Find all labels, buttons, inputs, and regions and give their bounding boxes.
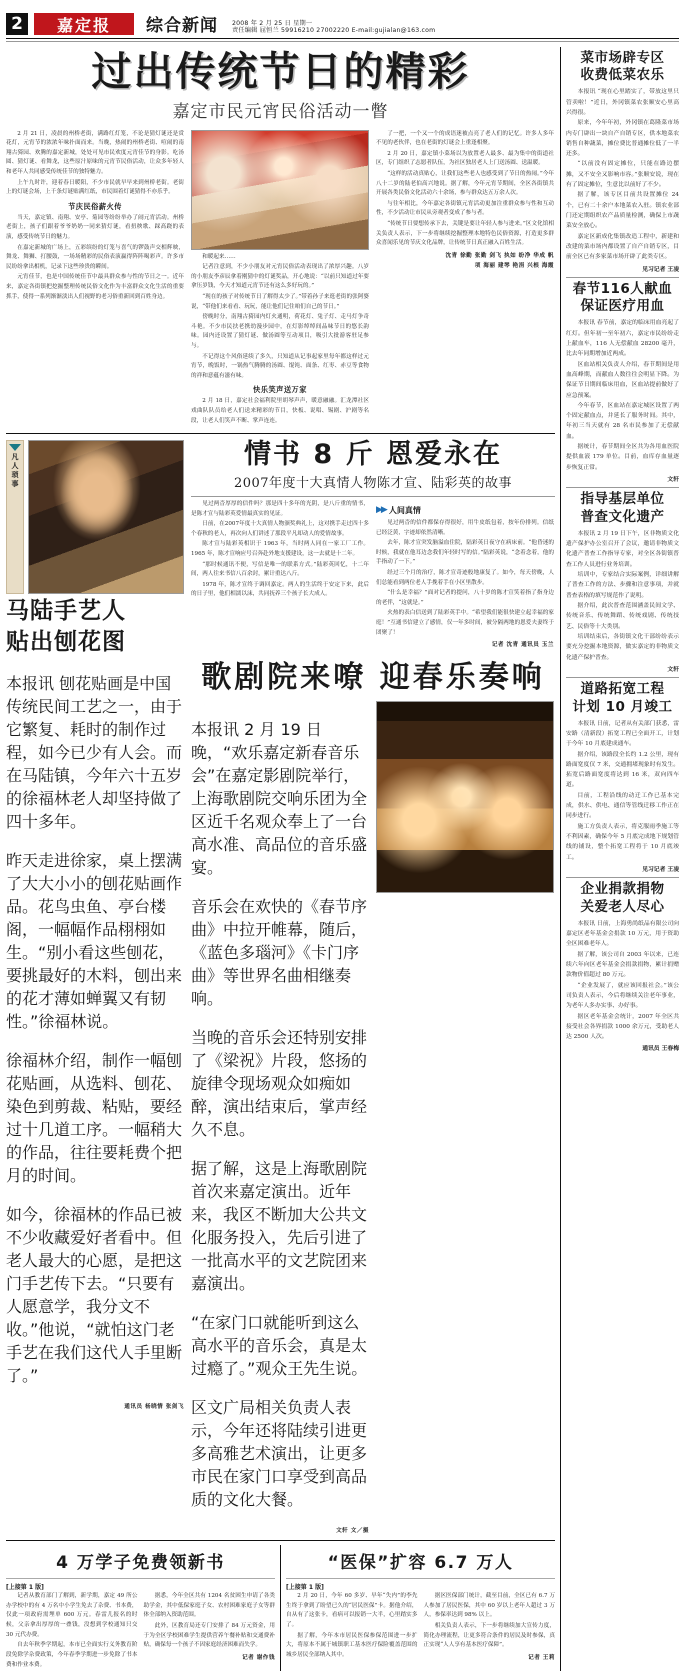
sidebar-article-market — [566, 50, 679, 273]
paragraph: 本报讯 2 月 19 日晚，“欢乐嘉定新春音乐会”在嘉定影剧院举行，上海歌剧院交响乐团为全区近千名观众奉上了一台高水准、高品位的音乐盛宴。 — [191, 717, 369, 878]
paragraph: 据统计，春节期间全区共为各用血医院提供血液 179 单位。目前，血库存血量逐步恢复正常。 — [566, 442, 679, 473]
paragraph: 2 月 21 日，凌晨的州桥老街，满路红灯笼，不论是猜灯谜还是赏花灯，元宵节的浓浓年味扑面而来。当晚，热闹的州桥老街、喧闹的南翔古猗园、欢腾的嘉定新城，处处可见市民欢度元宵佳节的身影。吃汤圆、猜灯谜、看舞龙，这些原汁原味的元宵节民俗活动，让众多年轻人和老年人共同感受传统佳节的独特魅力。 — [6, 130, 184, 178]
paragraph: 陈才宣与陆彩英相识于 1963 年，当时两人同在一家工厂工作。1965 年，陈才宣响应号召奔赴外地支援建设，这一去就是十二年。 — [191, 540, 369, 559]
donation-headline-line2: 关爱老人尽心 — [566, 899, 679, 916]
insurance-column-1 — [286, 1592, 418, 1661]
byline: 通讯员 王春梅 — [566, 1043, 679, 1052]
column-tag-ordinary-life — [6, 440, 24, 594]
paragraph: 今年春节，区血站在嘉定城区设置了两个固定献血点，并延长了服务时间。其中，年初三当天就有 28 名市民参加了无偿献血。 — [566, 401, 679, 442]
lead-headline-block — [6, 47, 555, 122]
divider — [191, 496, 555, 497]
free-textbooks-headline: 4 万学子免费领新书 — [6, 1545, 275, 1578]
paragraph: 目前，工程沿线的动迁工作已基本完成，供水、供电、通信等管线迁移工作正在同步进行。 — [566, 791, 679, 822]
sidebar-article-heritage-survey — [566, 491, 679, 673]
paragraph: 记者注意到，不少小朋友对元宵民俗活动表现出了浓厚兴趣。八岁的小朋友李彦辰拿着刚猜中的灯谜奖品，开心地说：“以前只知道过年要拿压岁钱，今天才知道元宵节还有这么多好玩的。” — [191, 263, 369, 292]
subheading: 节庆民俗薪火传 — [6, 202, 184, 212]
masthead — [6, 0, 679, 35]
byline-secondary: 项 海丽 建琴 艳涓 兴根 海霞 — [376, 261, 554, 269]
paragraph: 据区医保部门统计，截至目前，全区已有 6.7 万人参加了居民医保，其中 60 岁以上老年人超过 3 万人，参保率达到 98% 以上。 — [424, 1592, 556, 1621]
paragraph: 经过三个月的治疗，陈才宣奇迹般地康复了。如今，每天傍晚，人们总能看到两位老人手挽着手在小区里散步。 — [376, 569, 554, 588]
opera-block — [191, 701, 555, 1534]
craftsman-photo-row — [6, 440, 184, 594]
lead-article-columns — [6, 130, 555, 428]
blood-headline-line1: 春节116人献血 — [566, 281, 679, 298]
divider — [566, 677, 679, 678]
continuation-note: [上接第 1 版] — [6, 1582, 275, 1591]
paragraph: 2 月 18 日，嘉定社会福利院里胡琴声声，暖意融融。汇龙潭社区戏曲队队员给老人们送来精彩的节目，快板、说唱、锡剧、沪剧等名段，让老人们笑声不断、掌声连连。 — [191, 397, 369, 426]
masthead-rule — [6, 38, 679, 39]
paragraph: 如今，徐福林的作品已被不少收藏爱好者看中。但老人最大的心愿，是把这门手艺传下去。“只要有人愿意学，我分文不收。”他说，“就怕这门老手艺在我们这代人手里断了。” — [6, 1202, 184, 1386]
paragraph: 元宵佳节，也是中国传统佳节中最具群众参与性的节日之一。近年来，嘉定各街镇把挖掘整理传统民俗文化作为丰富群众文化生活的重要抓手，使得一系列渐渐淡出人们视野的老习俗重新回到百姓身边。 — [6, 273, 184, 302]
paragraph: 记者从教育部门了解到，新学期，嘉定 49 所公办学校中的有 4 万名中小学生免去了杂费、书本费，仅此一项政府需埋单 600 万元。春雷儿报名的时候，父亲拿出厚厚的一叠钱，没想到学校通知只交 30 元代办费。 — [6, 1592, 138, 1640]
blood-headline-line2: 保证医疗用血 — [566, 298, 679, 315]
paragraph: 徐福林介绍，制作一幅刨花贴画，从选料、刨花、染色到剪裁、粘贴，要经过十几道工序。一幅稍大的作品，往往要耗费个把月的时间。 — [6, 1048, 184, 1186]
paragraph: 昨天走进徐家，桌上摆满了大大小小的刨花贴画作品。花鸟虫鱼、亭台楼阁，一幅幅作品栩栩如生。“别小看这些刨花，要挑最好的木料，刨出来的花才薄如蝉翼又有韧性。”徐福林说。 — [6, 848, 184, 1032]
lead-headline: 过出传统节日的精彩 — [6, 51, 555, 93]
road-headline-line1: 道路拓宽工程 — [566, 681, 679, 698]
paragraph: 当晚的音乐会还特别安排了《梁祝》片段，悠扬的旋律令现场观众如痴如醉，演出结束后，掌声经久不息。 — [191, 1025, 369, 1140]
bottom-articles — [6, 1545, 555, 1671]
paragraph: 据了解，该专区目前共设置摊位 24 个，已有二十余户本地菜农入驻。镇农业部门还定期组织农产品质量检测，确保上市蔬菜安全放心。 — [566, 190, 679, 231]
section-divider — [6, 433, 555, 434]
donation-headline-line1: 企业捐款捐物 — [566, 881, 679, 898]
paragraph: 此外，区教育局还专门安排了 84 万元资金，用于为全区学校困难学生提供营养午餐补贴和交通费补贴，确保每一个孩子不因家庭经济困难而失学。 — [144, 1622, 276, 1651]
paragraph: 据了解，该公司自 2003 年以来，已连续六年向区老年基金会捐款捐物，累计捐赠款物价值超过 80 万元。 — [566, 950, 679, 981]
opera-orchestra-photo — [376, 701, 554, 893]
paragraph: “什么是幸福？”面对记者的提问，八十岁的陈才宣笑着指了指身边的老伴，“这就是。” — [376, 589, 554, 608]
paragraph: “传统节日要想传承下去，关键是要让年轻人参与进来。”区文化馆相关负责人表示，下一步将继续挖掘整理本地特色民俗资源，打造更多群众喜闻乐见的节庆文化品牌，让传统节日真正融入百姓生活。 — [376, 220, 554, 249]
article-craftsman — [6, 440, 184, 1534]
triangle-icon — [9, 444, 21, 451]
textbooks-column-2 — [144, 1592, 276, 1671]
paragraph: 日前，在2007年度十大真情人物颁奖典礼上，这对携手走过四十多个春秋的老人，再次向人们讲述了那段平凡却动人的爱情故事。 — [191, 520, 369, 539]
paragraph: 本报讯 春节前，嘉定的临床用血亮起了红灯。但年初一至年初六，嘉定市民纷纷走上献血车，116 人无偿献血 28200 毫升，比去年同期增加近两成。 — [566, 318, 679, 359]
medical-insurance-headline: “医保”扩容 6.7 万人 — [286, 1545, 555, 1578]
heritage-headline-line1: 指导基层单位 — [566, 491, 679, 508]
love-story-column-2 — [376, 500, 554, 648]
continuation-note: [上接第 1 版] — [286, 1582, 555, 1591]
paragraph: “这样的活动真贴心，让我们这些老人也感受到了节日的热闹。”今年八十二岁的陆老伯高兴地说。据了解，今年元宵节期间，全区各街镇共开展各类民俗文化活动六十余场，参与群众达五万余人次。 — [376, 170, 554, 199]
byline: 见习记者 王凌 — [566, 864, 679, 873]
paragraph: “企业发展了，就应该回报社会。”该公司负责人表示，今后将继续关注老年事业，为老年人多办实事、办好事。 — [566, 981, 679, 1012]
column-tag-true-feelings — [376, 505, 421, 516]
paragraph: 自去年秋季学期起，本市已全面实行义务教育阶段免除学杂费政策，今年春季学期进一步免除了书本费和作业本费。 — [6, 1641, 138, 1670]
column-tag-label: 人间真情 — [389, 505, 421, 516]
sidebar-article-blood-donation — [566, 281, 679, 483]
paragraph: 和暖起来…… — [191, 253, 369, 263]
column-rule — [560, 47, 561, 1671]
paragraph: 区血站相关负责人介绍，春节期间是用血高峰期，而献血人数往往会明显下降。为保证节日期间临床用血，区血站提前做好了应急预案。 — [566, 360, 679, 401]
paragraph: 傍晚时分，南翔古猗园内灯火通明，荷花灯、兔子灯、走马灯争奇斗艳。不少市民扶老携幼漫步园中，在灯影绰绰间品味节日的悠长韵味。园内还设置了猜灯谜、做汤圆等互动项目，吸引大批游客驻足参与。 — [191, 313, 369, 351]
craftsman-headline-line2: 贴出刨花图 — [6, 629, 184, 655]
byline: 文轩 — [566, 474, 679, 483]
paragraph: 去年，陈才宣突发脑溢血住院，陆彩英日夜守在病床前。“他昏迷的时候，我就在他耳边念我们年轻时写的信。”陆彩英说，“念着念着，他的手指动了一下。” — [376, 539, 554, 568]
paragraph: 在嘉定新城的广场上，五彩缤纷的灯笼与喜气的锣鼓声交相辉映，舞龙、舞狮、打腰鼓，一场场精彩的民俗表演赢得阵阵喝彩声。许多市民纷纷拿出相机，记录下这些珍贵的瞬间。 — [6, 244, 184, 273]
double-arrow-icon: ▶▶ — [376, 505, 386, 515]
paragraph: 据了解，今年本市居民医保参保范围进一步扩大，将原本不属于城镇职工基本医疗保险覆盖范围的城乡居民全部纳入其中。 — [286, 1632, 418, 1661]
paragraph: 原来，今年年初，外冈镇在葛隆菜市场内专门辟出一块自产自销专区，供本地菜农销售自种蔬菜，摊位费比普通摊位低了一半还多。 — [566, 118, 679, 159]
paragraph: 本报讯 刨花贴画是中国传统民间工艺之一，由于它繁复、耗时的制作过程，如今已少有人会。而在马陆镇，今年六十五岁的徐福林老人却坚持做了四十多年。 — [6, 671, 184, 832]
paragraph: 火热的表白信送到了陆彩英手中。“希望我们能很快建立起幸福的家庭！”互通书信建立了感情，仅一年多时间，被分隔两地的恩爱夫妻终于团聚了！ — [376, 609, 554, 638]
section-title: 综合新闻 — [146, 11, 218, 36]
byline: 文轩 — [566, 664, 679, 673]
vertical-divider — [280, 1545, 281, 1671]
heritage-headline-line2: 普查文化遗产 — [566, 509, 679, 526]
article-love-story — [191, 440, 555, 1534]
byline: 沈青 徐勤 张勤 剑飞 执如 纷净 华成 帆 — [376, 251, 554, 259]
byline: 见习记者 王凌 — [566, 264, 679, 273]
editor-contact: 责任编辑 屈恒兰 59916210 27002220 E-mail:gujialan@163.com — [232, 27, 435, 35]
paragraph: 2 月 20 日，今年 60 多岁、早年“失内”的李先生终于拿到了盼望已久的“居民医保”卡。据他介绍，自从有了这张卡，看病可以报销一大半，心里踏实多了。 — [286, 1592, 418, 1630]
lead-column-2 — [191, 130, 369, 428]
article-free-textbooks — [6, 1545, 275, 1671]
lead-column-3 — [376, 130, 554, 428]
market-headline-line1: 菜市场辟专区 — [566, 50, 679, 67]
craftsman-headline-line1: 马陆手艺人 — [6, 598, 184, 624]
paragraph: 见过两沓厚厚的信件吗？那是四十多年的光阴，是八斤重的情书，是陈才宣与陆彩英爱情最真实的见证。 — [191, 500, 369, 519]
craftsman-portrait-photo — [28, 440, 184, 594]
bottom-divider — [6, 1540, 555, 1541]
column-tag-label: 凡人琐事 — [10, 453, 20, 489]
sidebar-article-road-widening — [566, 681, 679, 873]
paragraph: 本报讯 日前，记者从有关部门获悉，雷安路（清新段）拓宽工程已全面开工，计划于今年 10 月底建成通车。 — [566, 719, 679, 750]
byline: 记者 王莉 — [424, 1653, 556, 1661]
paragraph: 当天，嘉定镇、南翔、安亭、菊园等纷纷举办了闹元宵活动。州桥老街上，孩子们跟着爷爷奶奶一同来猜灯谜，看扭秧歌、踩高跷的表演，感受传统节日的魅力。 — [6, 214, 184, 243]
paragraph: “那时候通讯不便，写信是唯一的联系方式。”陆彩英回忆，十二年间，两人往来书信八百余封，累计重达八斤。 — [191, 561, 369, 580]
newspaper-nameplate: 嘉定报 — [34, 13, 134, 35]
masthead-meta — [232, 20, 435, 36]
main-content-zone — [6, 47, 555, 1671]
paragraph: 施工方负责人表示，将克服雨季施工等不利因素，确保今年 5 月底完成地下规划管线的铺设，整个拓宽工程将于 10 月底竣工。 — [566, 822, 679, 863]
paragraph: 1978 年，陈才宣终于调回嘉定。两人的生活终于安定下来，此后的日子里，他们相濡以沫，共同抚养三个孩子长大成人。 — [191, 581, 369, 600]
paragraph: 本报讯 2 月 19 日下午，区非物质文化遗产保护办公室召开了会议，邀请非物质文化遗产普查工作指导专家，对全区各街镇普查工作人员进行业务培训。 — [566, 529, 679, 570]
paragraph: 据介绍，此次普查范围涵盖民间文学、传统音乐、传统舞蹈、传统戏剧、传统技艺、民俗等十大类别。 — [566, 601, 679, 632]
market-headline-line2: 收费低菜农乐 — [566, 67, 679, 84]
paragraph: 培训中，专家结合实际案例，详细讲解了普查工作的方法、步骤和注意事项，并就普查表格的填写规范作了说明。 — [566, 570, 679, 601]
road-headline-line2: 计划 10 月竣工 — [566, 699, 679, 716]
sidebar-column — [566, 47, 679, 1671]
paragraph: “现在的孩子对传统节日了解得太少了。”带着孙子来逛老街的张阿婆说，“带他们来看看、玩玩，能让他们记住咱们自己的节日。” — [191, 293, 369, 312]
divider — [566, 877, 679, 878]
paragraph: “在家门口就能听到这么高水平的音乐会，真是太过瘾了。”观众王先生说。 — [191, 1310, 369, 1379]
subheading: 快乐笑声送万家 — [191, 385, 369, 395]
opera-text-column — [191, 701, 369, 1534]
paragraph: 据区老年基金会统计，2007 年全区共接受社会各界捐款 1000 余万元，受助老人达 2500 人次。 — [566, 1012, 679, 1043]
feature-row — [6, 440, 555, 1534]
paragraph: 与往年相比，今年嘉定各街镇元宵活动更加注重群众参与性和互动性，不少活动让市民从旁观者变成了参与者。 — [376, 200, 554, 219]
publication-date: 2008 年 2 月 25 日 星期一 — [232, 20, 435, 28]
paragraph: “以前没有固定摊位，只能在路边摆摊，又不安全又影响市容。”张顺安说，现在有了固定摊位，生意比以前好了不少。 — [566, 159, 679, 190]
love-story-subheadline: 2007年度十大真情人物陈才宣、陆彩英的故事 — [191, 472, 555, 491]
paragraph: 2 月 20 日，嘉定镇小菜场以为放置老人最多、最为集中的街道社区，专门组织了志愿者队伍，为社区独居老人上门送汤圆、送温暖。 — [376, 150, 554, 169]
paragraph: 不记得这个风俗延续了多久，只知道从记事起家里每年都这样过元宵节，晚饭时，一锅热气腾腾的汤圆、馄饨、面条、红枣、赤豆等食物的祥和意蕴有滋有味。 — [191, 353, 369, 382]
insurance-column-2 — [424, 1592, 556, 1661]
paragraph: 本报讯 “现在心里踏实了，带放这里只管卖啦！”近日，外冈镇菜农张顺安心里高兴得很。 — [566, 87, 679, 118]
paragraph: 本报讯 日前，上海勇尚纸品有限公司向嘉定区老年基金会捐款 10 万元，用于资助全区困难老年人。 — [566, 919, 679, 950]
paragraph: 培训结束后，各街镇文化干部纷纷表示要充分挖掘本地资源，做实嘉定的非物质文化遗产保护普查。 — [566, 632, 679, 663]
byline: 通讯员 杨晓情 张剑飞 — [6, 1402, 184, 1410]
lead-subheadline: 嘉定市民元宵民俗活动一瞥 — [6, 97, 555, 122]
divider — [566, 277, 679, 278]
paragraph: 据介绍，该路段全长约 1.2 公里，现有路面宽度仅 7 米，交通拥堵现象时有发生。拓宽后路面宽度将达到 16 米，双向四车道。 — [566, 750, 679, 791]
article-medical-insurance — [286, 1545, 555, 1671]
paragraph: 了一把，一个又一个的成语迷被点亮了老人们的记忆。许多人多年不见的老伙伴，也在老街的灯谜会上重逢相聚。 — [376, 130, 554, 149]
love-story-column-1 — [191, 500, 369, 648]
divider — [566, 487, 679, 488]
divider — [286, 1578, 555, 1579]
paragraph: 据悉，今年全区共有 1204 名贫困生申请了各类助学金，其中低保家庭子女、农村困难家庭子女等群体全部纳入资助范围。 — [144, 1592, 276, 1621]
sidebar-article-corporate-donation — [566, 881, 679, 1053]
byline: 记者 谢作钱 — [144, 1653, 276, 1661]
love-story-headline: 情书 8 斤 恩爱永在 — [191, 440, 555, 470]
masthead-rule-thin — [6, 41, 679, 42]
opera-headline: 歌剧院来嘹 迎春乐奏响 — [191, 652, 555, 696]
byline: 文轩 文／摄 — [191, 1526, 369, 1534]
page-number: 2 — [6, 13, 28, 35]
opera-photo-column — [376, 701, 554, 1534]
paragraph: 上午九时许，迎着春日暖阳，不少市民就早早来到州桥老街。老街上的灯谜会场，上千条灯谜贴满红纸，市民围着灯谜猜得不亦乐乎。 — [6, 179, 184, 198]
paragraph: 嘉定区新成化集镇改造工程中，新建和改建的菜市场内都设置了自产自销专区，目前全区已有多家菜市场开辟了此类专区。 — [566, 232, 679, 263]
byline: 记者 沈青 通讯员 玉兰 — [376, 640, 554, 648]
divider — [6, 1578, 275, 1579]
textbooks-column-1 — [6, 1592, 138, 1671]
lead-photo-lantern — [191, 130, 369, 250]
paragraph: 音乐会在欢快的《春节序曲》中拉开帷幕，随后，《蓝色多瑙河》《卡门序曲》等世界名曲相继奏响。 — [191, 894, 369, 1009]
paragraph: 相关负责人表示，下一步将继续加大宣传力度，简化办理流程，让更多符合条件的居民及时参保，真正实现“人人享有基本医疗保障”。 — [424, 1622, 556, 1651]
paragraph: 见过两沓的信件都保存得很好，用牛皮纸包着，按年份排列。信纸已经泛黄，字迹却依然清晰。 — [376, 519, 554, 538]
paragraph: 区文广局相关负责人表示，今年还将陆续引进更多高雅艺术演出，让更多市民在家门口享受到高品质的文化大餐。 — [191, 1395, 369, 1510]
lead-column-1 — [6, 130, 184, 428]
paragraph: 据了解，这是上海歌剧院首次来嘉定演出。近年来，我区不断加大公共文化服务投入，先后引进了一批高水平的文艺院团来嘉演出。 — [191, 1156, 369, 1294]
